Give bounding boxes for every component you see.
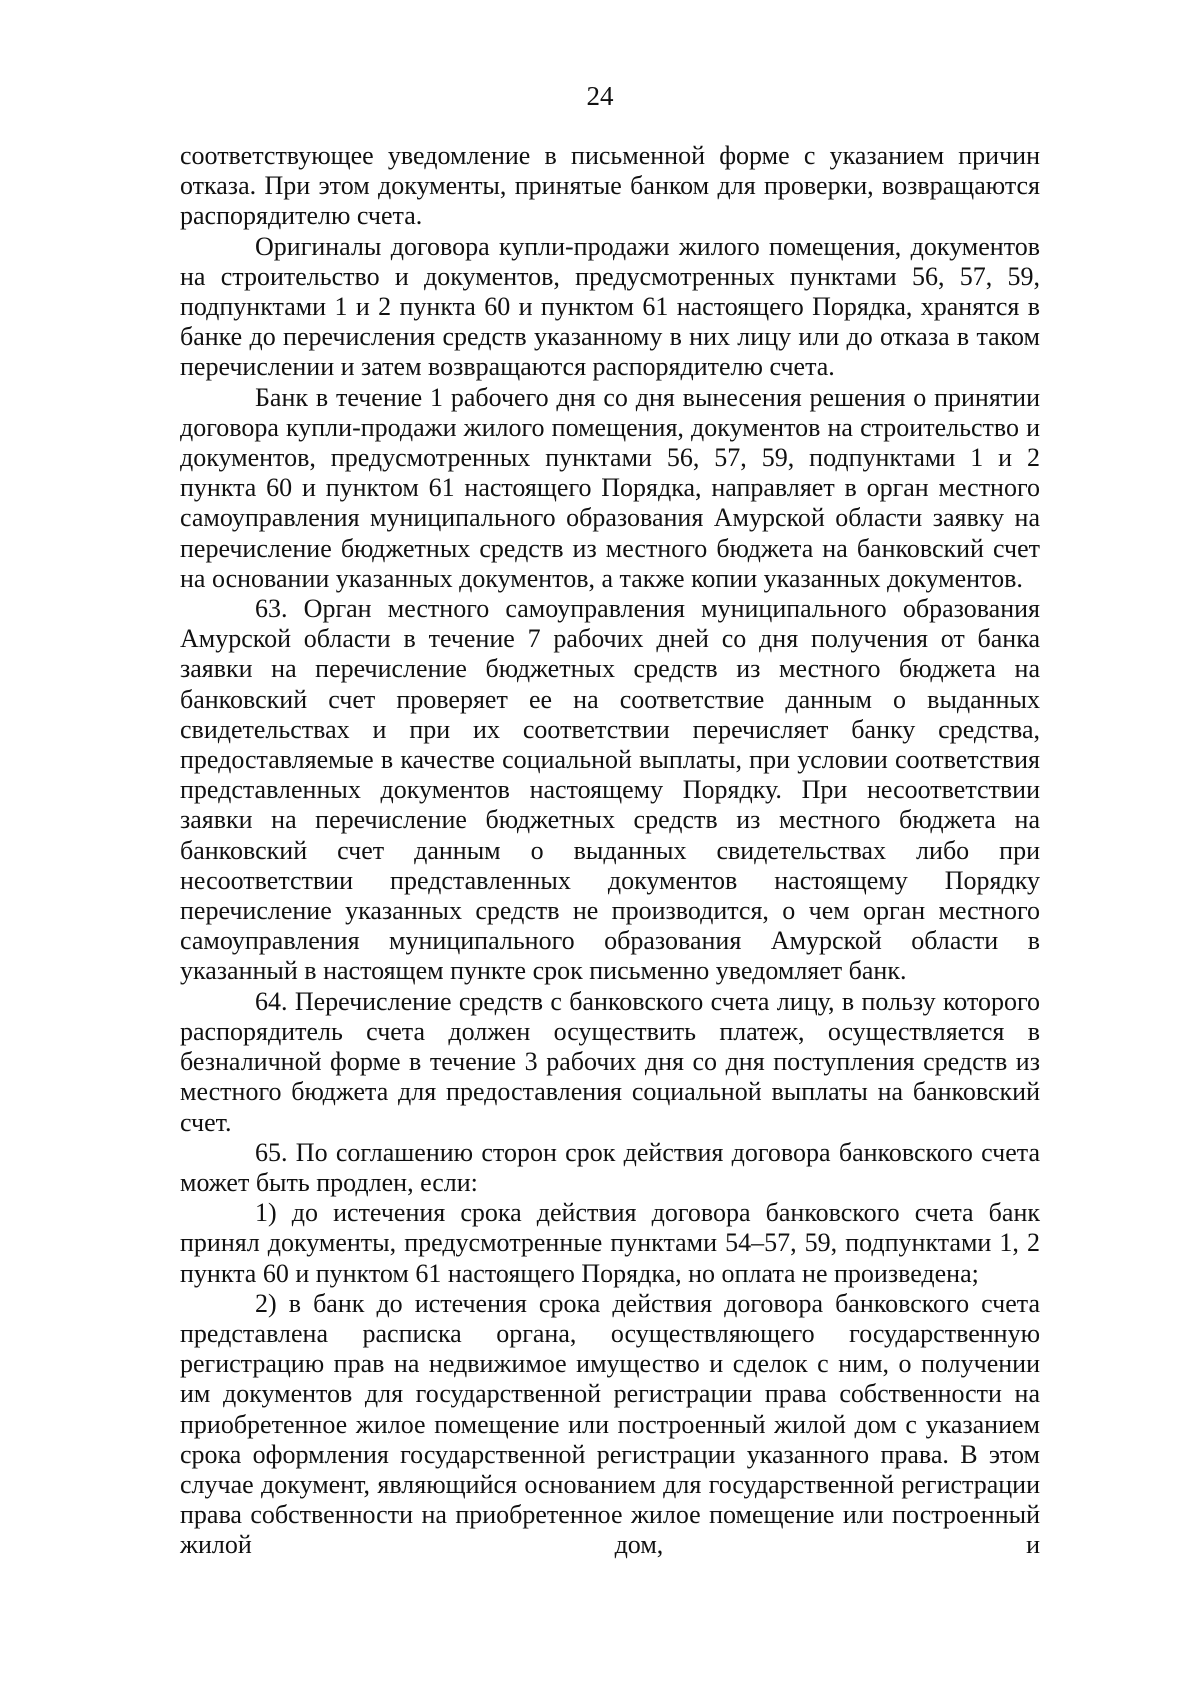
paragraph-65: 65. По соглашению сторон срок действия договора банковского счета может быть продлен, если: (180, 1137, 1040, 1197)
paragraph-continuation: соответствующее уведомление в письменной форме с указанием причин отказа. При этом документы, принятые банком для проверки, возвращаются распорядителю счета. (180, 141, 1040, 231)
paragraph-bank-request: Банк в течение 1 рабочего дня со дня вынесения решения о принятии договора купли-продажи жилого помещения, документов на строительство и документов, предусмотренных пунктами 56, 57, 59, подпунктами 1 и 2 пункта 60 и пунктом 61 настоящего Порядка, направляет в орган местного самоуправления муниципального образования Амурской области заявку на перечисление бюджетных средств из местного бюджета на банковский счет на основании указанных документов, а также копии указанных документов. (180, 382, 1040, 593)
paragraph-64: 64. Перечисление средств с банковского счета лицу, в пользу которого распорядитель счета должен осуществить платеж, осуществляется в безналичной форме в течение 3 рабочих дня со дня поступления средств из местного бюджета для предоставления социальной выплаты на банковский счет. (180, 986, 1040, 1137)
paragraph-originals-storage: Оригиналы договора купли-продажи жилого помещения, документов на строительство и документов, предусмотренных пунктами 56, 57, 59, подпунктами 1 и 2 пункта 60 и пунктом 61 настоящего Порядка, хранятся в банке до перечисления средств указанному в них лицу или до отказа в таком перечислении и затем возвращаются распорядителю счета. (180, 231, 1040, 382)
page-number: 24 (586, 81, 614, 111)
paragraph-65-item-1: 1) до истечения срока действия договора банковского счета банк принял документы, предусмотренные пунктами 54–57, 59, подпунктами 1, 2 пункта 60 и пунктом 61 настоящего Порядка, но оплата не произведена; (180, 1198, 1040, 1288)
paragraph-63: 63. Орган местного самоуправления муниципального образования Амурской области в течение 7 рабочих дней со дня получения от банка заявки на перечисление бюджетных средств из местного бюджета на банковский счет проверяет ее на соответствие данным о выданных свидетельствах и при их соответствии перечисляет банку средства, предоставляемые в качестве социальной выплаты, при условии соответствия представленных документов настоящему Порядку. При несоответствии заявки на перечисление бюджетных средств из местного бюджета на банковский счет данным о выданных свидетельствах либо при несоответствии представленных документов настоящему Порядку перечисление указанных средств не производится, о чем орган местного самоуправления муниципального образования Амурской области в указанный в настоящем пункте срок письменно уведомляет банк. (180, 594, 1040, 986)
paragraph-65-item-2: 2) в банк до истечения срока действия договора банковского счета представлена расписка органа, осуществляющего государственную регистрацию прав на недвижимое имущество и сделок с ним, о получении им документов для государственной регистрации права собственности на приобретенное жилое помещение или построенный жилой дом с указанием срока оформления государственной регистрации указанного права. В этом случае документ, являющийся основанием для государственной регистрации права собственности на приобретенное жилое помещение или построенный жилой дом, и (180, 1288, 1040, 1560)
document-body (180, 141, 1040, 1561)
